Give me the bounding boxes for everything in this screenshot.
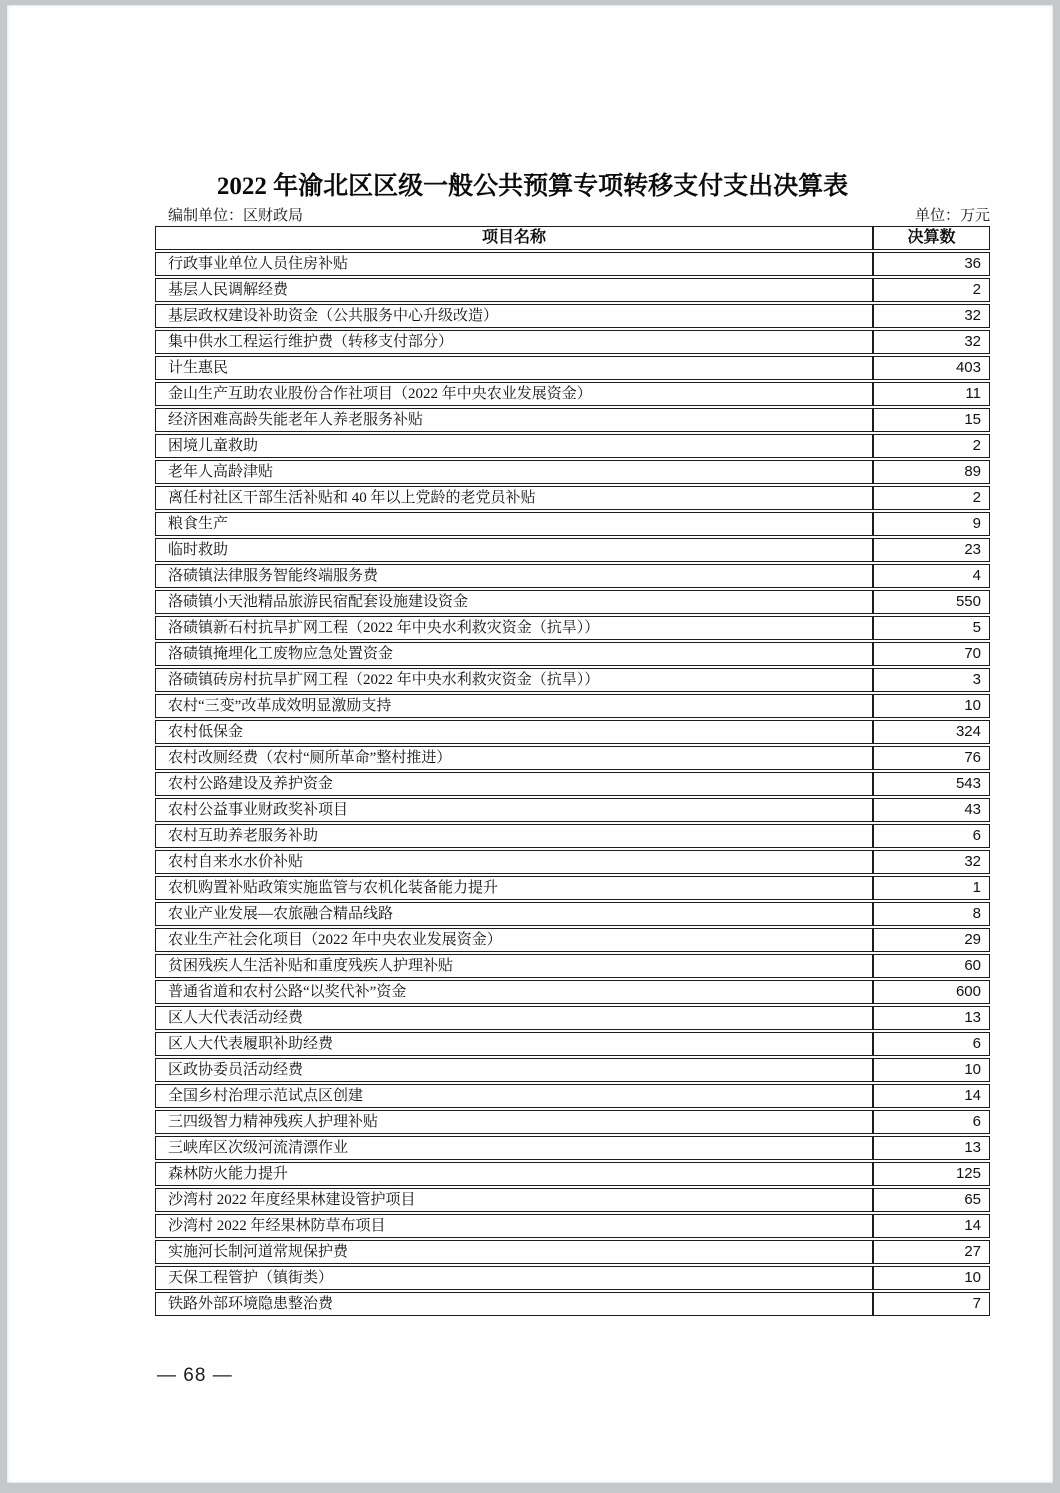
- amount-cell: 4: [873, 564, 990, 588]
- table-row: [155, 902, 990, 926]
- table-row: [155, 1188, 990, 1212]
- amount-cell: 70: [873, 642, 990, 666]
- table-row: [155, 824, 990, 848]
- amount-cell: 13: [873, 1006, 990, 1030]
- table-row: [155, 382, 990, 406]
- amount-cell: 125: [873, 1162, 990, 1186]
- amount-cell: 6: [873, 1032, 990, 1056]
- project-name-cell: 离任村社区干部生活补贴和 40 年以上党龄的老党员补贴: [155, 486, 873, 510]
- amount-cell: 11: [873, 382, 990, 406]
- project-name-cell: 金山生产互助农业股份合作社项目（2022 年中央农业发展资金）: [155, 382, 873, 406]
- table-row: [155, 694, 990, 718]
- amount-cell: 65: [873, 1188, 990, 1212]
- project-name-cell: 三四级智力精神残疾人护理补贴: [155, 1110, 873, 1134]
- amount-cell: 14: [873, 1084, 990, 1108]
- project-name-cell: 普通省道和农村公路“以奖代补”资金: [155, 980, 873, 1004]
- table-row: [155, 330, 990, 354]
- project-name-cell: 基层人民调解经费: [155, 278, 873, 302]
- table-row: [155, 642, 990, 666]
- project-name-cell: 粮食生产: [155, 512, 873, 536]
- amount-cell: 600: [873, 980, 990, 1004]
- project-name-cell: 农村改厕经费（农村“厕所革命”整村推进）: [155, 746, 873, 770]
- project-name-cell: 农村公益事业财政奖补项目: [155, 798, 873, 822]
- project-name-cell: 天保工程管护（镇街类）: [155, 1266, 873, 1290]
- project-name-cell: 洛碛镇掩埋化工废物应急处置资金: [155, 642, 873, 666]
- project-name-cell: 实施河长制河道常规保护费: [155, 1240, 873, 1264]
- project-name-cell: 贫困残疾人生活补贴和重度残疾人护理补贴: [155, 954, 873, 978]
- amount-cell: 2: [873, 278, 990, 302]
- page-title: 2022 年渝北区区级一般公共预算专项转移支付支出决算表: [216, 173, 849, 200]
- table-row: [155, 408, 990, 432]
- budget-table: [155, 224, 990, 1318]
- project-name-cell: 行政事业单位人员住房补贴: [155, 252, 873, 276]
- amount-cell: 32: [873, 330, 990, 354]
- project-name-cell: 三峡库区次级河流清漂作业: [155, 1136, 873, 1160]
- table-header-row: [155, 226, 990, 250]
- amount-cell: 32: [873, 850, 990, 874]
- table-row: [155, 1136, 990, 1160]
- project-name-cell: 全国乡村治理示范试点区创建: [155, 1084, 873, 1108]
- table-row: [155, 772, 990, 796]
- column-header-project-name: 项目名称: [155, 226, 873, 250]
- table-row: [155, 1032, 990, 1056]
- project-name-cell: 农村“三变”改革成效明显激励支持: [155, 694, 873, 718]
- table-row: [155, 954, 990, 978]
- amount-cell: 7: [873, 1292, 990, 1316]
- table-row: [155, 1084, 990, 1108]
- amount-cell: 10: [873, 1058, 990, 1082]
- amount-cell: 9: [873, 512, 990, 536]
- table-row: [155, 616, 990, 640]
- amount-cell: 550: [873, 590, 990, 614]
- amount-cell: 2: [873, 486, 990, 510]
- project-name-cell: 农村低保金: [155, 720, 873, 744]
- amount-cell: 5: [873, 616, 990, 640]
- table-row: [155, 980, 990, 1004]
- table-row: [155, 304, 990, 328]
- amount-cell: 10: [873, 694, 990, 718]
- project-name-cell: 基层政权建设补助资金（公共服务中心升级改造）: [155, 304, 873, 328]
- amount-cell: 13: [873, 1136, 990, 1160]
- amount-cell: 8: [873, 902, 990, 926]
- project-name-cell: 区人大代表履职补助经费: [155, 1032, 873, 1056]
- amount-cell: 23: [873, 538, 990, 562]
- amount-cell: 36: [873, 252, 990, 276]
- table-row: [155, 434, 990, 458]
- table-row: [155, 746, 990, 770]
- project-name-cell: 洛碛镇砖房村抗旱扩网工程（2022 年中央水利救灾资金（抗旱））: [155, 668, 873, 692]
- project-name-cell: 沙湾村 2022 年度经果林建设管护项目: [155, 1188, 873, 1212]
- amount-cell: 27: [873, 1240, 990, 1264]
- project-name-cell: 洛碛镇新石村抗旱扩网工程（2022 年中央水利救灾资金（抗旱））: [155, 616, 873, 640]
- table-row: [155, 1266, 990, 1290]
- table-row: [155, 1240, 990, 1264]
- project-name-cell: 农村互助养老服务补助: [155, 824, 873, 848]
- table-row: [155, 278, 990, 302]
- project-name-cell: 农机购置补贴政策实施监管与农机化装备能力提升: [155, 876, 873, 900]
- table-row: [155, 1006, 990, 1030]
- project-name-cell: 铁路外部环境隐患整治费: [155, 1292, 873, 1316]
- project-name-cell: 老年人高龄津贴: [155, 460, 873, 484]
- amount-cell: 1: [873, 876, 990, 900]
- project-name-cell: 森林防火能力提升: [155, 1162, 873, 1186]
- table-row: [155, 1110, 990, 1134]
- table-row: [155, 798, 990, 822]
- project-name-cell: 困境儿童救助: [155, 434, 873, 458]
- table-row: [155, 1162, 990, 1186]
- project-name-cell: 农业产业发展—农旅融合精品线路: [155, 902, 873, 926]
- amount-cell: 6: [873, 1110, 990, 1134]
- project-name-cell: 经济困难高龄失能老年人养老服务补贴: [155, 408, 873, 432]
- amount-cell: 10: [873, 1266, 990, 1290]
- table-row: [155, 486, 990, 510]
- amount-cell: 43: [873, 798, 990, 822]
- document-page: [7, 5, 1053, 1483]
- table-meta-row: [155, 204, 990, 225]
- project-name-cell: 区人大代表活动经费: [155, 1006, 873, 1030]
- amount-cell: 29: [873, 928, 990, 952]
- amount-cell: 403: [873, 356, 990, 380]
- table-row: [155, 720, 990, 744]
- amount-cell: 89: [873, 460, 990, 484]
- table-row: [155, 564, 990, 588]
- table-row: [155, 252, 990, 276]
- table-row: [155, 1214, 990, 1238]
- project-name-cell: 农村公路建设及养护资金: [155, 772, 873, 796]
- table-row: [155, 356, 990, 380]
- project-name-cell: 集中供水工程运行维护费（转移支付部分）: [155, 330, 873, 354]
- project-name-cell: 计生惠民: [155, 356, 873, 380]
- amount-cell: 15: [873, 408, 990, 432]
- table-row: [155, 928, 990, 952]
- amount-cell: 14: [873, 1214, 990, 1238]
- project-name-cell: 区政协委员活动经费: [155, 1058, 873, 1082]
- column-header-final-amount: 决算数: [873, 226, 990, 250]
- amount-cell: 32: [873, 304, 990, 328]
- project-name-cell: 农村自来水水价补贴: [155, 850, 873, 874]
- project-name-cell: 洛碛镇法律服务智能终端服务费: [155, 564, 873, 588]
- project-name-cell: 洛碛镇小天池精品旅游民宿配套设施建设资金: [155, 590, 873, 614]
- project-name-cell: 农业生产社会化项目（2022 年中央农业发展资金）: [155, 928, 873, 952]
- amount-cell: 76: [873, 746, 990, 770]
- table-row: [155, 1058, 990, 1082]
- budget-table-body: [155, 252, 990, 1316]
- table-row: [155, 512, 990, 536]
- prepared-by-label: 编制单位：区财政局: [168, 208, 304, 224]
- table-row: [155, 876, 990, 900]
- project-name-cell: 沙湾村 2022 年经果林防草布项目: [155, 1214, 873, 1238]
- amount-cell: 6: [873, 824, 990, 848]
- unit-label: 单位：万元: [914, 208, 990, 224]
- table-row: [155, 460, 990, 484]
- table-row: [155, 668, 990, 692]
- table-row: [155, 850, 990, 874]
- table-row: [155, 1292, 990, 1316]
- amount-cell: 3: [873, 668, 990, 692]
- amount-cell: 60: [873, 954, 990, 978]
- amount-cell: 543: [873, 772, 990, 796]
- amount-cell: 2: [873, 434, 990, 458]
- project-name-cell: 临时救助: [155, 538, 873, 562]
- amount-cell: 324: [873, 720, 990, 744]
- table-row: [155, 590, 990, 614]
- page-number: — 68 —: [157, 1365, 233, 1386]
- table-row: [155, 538, 990, 562]
